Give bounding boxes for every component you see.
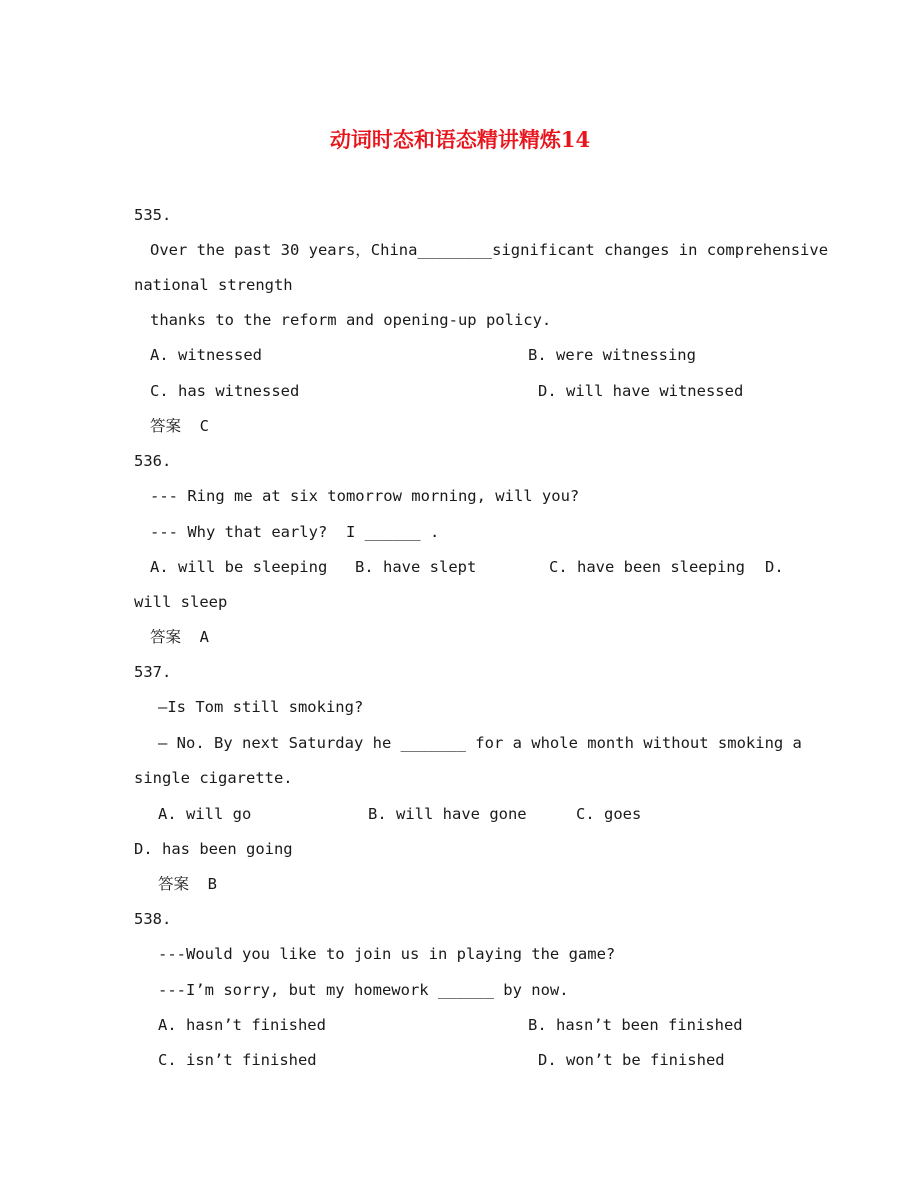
question-stem-line: —Is Tom still smoking? [158,698,364,716]
question-number-537: 537. [134,663,172,681]
option-d: D. has been going [134,840,293,858]
option-a: A. witnessed [150,346,262,364]
option-d-text: will sleep [134,593,228,611]
question-stem-line: --- Ring me at six tomorrow morning, will you? [150,487,580,505]
option-c: C. isn’t finished [158,1051,317,1069]
answer: 答案 A [150,628,209,646]
question-number-535: 535. [134,206,172,224]
answer: 答案 B [158,875,217,893]
option-a: A. will go [158,805,252,823]
question-number-538: 538. [134,910,172,928]
question-stem-line: — No. By next Saturday he _______ for a whole month without smoking a [158,734,802,752]
option-c: C. has witnessed [150,382,300,400]
question-stem-line: national strength [134,276,293,294]
option-a: A. will be sleeping [150,558,328,576]
question-stem-line: Over the past 30 years，China________significant changes in comprehensive [150,241,829,259]
question-number-536: 536. [134,452,172,470]
option-a: A. hasn’t finished [158,1016,326,1034]
question-stem-line: single cigarette. [134,769,293,787]
option-d: D. will have witnessed [538,382,744,400]
question-stem-line: ---I’m sorry, but my homework ______ by now. [158,981,569,999]
option-b: B. have slept [355,558,477,576]
option-c: C. have been sleeping [549,558,745,576]
page-title: 动词时态和语态精讲精炼14 [329,127,591,152]
option-d-label: D. [765,558,784,576]
question-stem-line: ---Would you like to join us in playing the game? [158,945,616,963]
option-b: B. will have gone [368,805,527,823]
question-stem-line: --- Why that early? I ______ . [150,523,440,541]
option-b: B. hasn’t been finished [528,1016,743,1034]
question-stem-line: thanks to the reform and opening-up policy. [150,311,552,329]
option-b: B. were witnessing [528,346,696,364]
option-d: D. won’t be finished [538,1051,725,1069]
answer: 答案 C [150,417,209,435]
option-c: C. goes [576,805,642,823]
